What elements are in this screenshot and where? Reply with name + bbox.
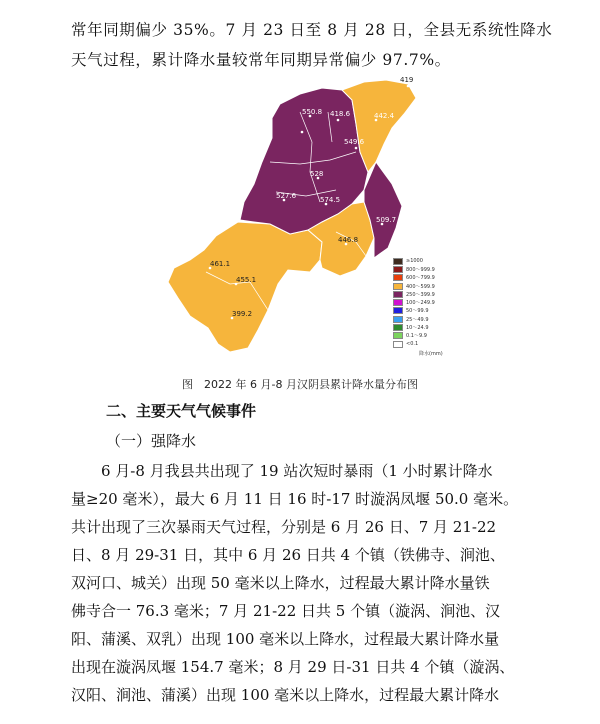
map-label: 549.6 bbox=[344, 138, 365, 146]
legend-swatch bbox=[393, 258, 403, 265]
body-line: 出现在漩涡凤堰 154.7 毫米；8 月 29 日-31 日共 4 个镇（漩涡、 bbox=[71, 658, 515, 676]
legend-item: 0.1～9.9 bbox=[393, 332, 443, 340]
figure-caption: 图 2022 年 6 月-8 月汉阴县累计降水量分布图 bbox=[182, 378, 418, 391]
legend-item: 100～249.9 bbox=[393, 298, 443, 306]
map-label: 446.8 bbox=[338, 236, 359, 244]
legend-swatch bbox=[393, 341, 403, 348]
section-heading: 二、主要天气气候事件 bbox=[106, 402, 257, 420]
legend-swatch bbox=[393, 283, 403, 290]
legend-item: 800～999.9 bbox=[393, 265, 443, 273]
map-label: 574.5 bbox=[320, 196, 341, 204]
body-line: 共计出现了三次暴雨天气过程，分别是 6 月 26 日、7 月 21-22 bbox=[71, 518, 497, 536]
body-line: 阳、蒲溪、双乳）出现 100 毫米以上降水，过程最大累计降水量 bbox=[71, 630, 500, 648]
map-label: 418.6 bbox=[330, 110, 351, 118]
legend-swatch bbox=[393, 307, 403, 314]
intro-line-2: 天气过程，累计降水量较常年同期异常偏少 97.7%。 bbox=[71, 51, 451, 69]
legend-swatch bbox=[393, 291, 403, 298]
intro-line-1: 常年同期偏少 35%。7 月 23 日至 8 月 28 日，全县无系统性降水 bbox=[71, 21, 553, 39]
legend-swatch bbox=[393, 274, 403, 281]
body-line: 双河口、城关）出现 50 毫米以上降水，过程最大累计降水量铁 bbox=[71, 574, 490, 592]
legend-swatch bbox=[393, 332, 403, 339]
map-label: 528 bbox=[310, 170, 324, 178]
legend-swatch bbox=[393, 266, 403, 273]
map-label: 399.2 bbox=[232, 310, 253, 318]
legend-swatch bbox=[393, 299, 403, 306]
legend-item: <0.1 bbox=[393, 340, 443, 348]
legend-item: 10～24.9 bbox=[393, 323, 443, 331]
map-label: 509.7 bbox=[376, 216, 397, 224]
legend-item: 400～599.9 bbox=[393, 282, 443, 290]
body-line: 佛寺合一 76.3 毫米；7 月 21-22 日共 5 个镇（漩涡、涧池、汉 bbox=[71, 602, 501, 620]
map-label: 455.1 bbox=[236, 276, 257, 284]
legend-item: 25～49.9 bbox=[393, 315, 443, 323]
map-label: 527.6 bbox=[276, 192, 297, 200]
map-label: 419 bbox=[400, 76, 414, 84]
map-label: 461.1 bbox=[210, 260, 231, 268]
map-label: 550.8 bbox=[302, 108, 323, 116]
legend-item: ≥1000 bbox=[393, 257, 443, 265]
body-line: 6 月-8 月我县共出现了 19 站次短时暴雨（1 小时累计降水 bbox=[71, 462, 493, 480]
map-legend bbox=[393, 257, 443, 357]
subsection-heading: （一）强降水 bbox=[106, 432, 197, 450]
legend-swatch bbox=[393, 324, 403, 331]
map-label: 442.4 bbox=[374, 112, 395, 120]
legend-swatch bbox=[393, 316, 403, 323]
legend-unit: 降水(mm) bbox=[419, 351, 443, 358]
legend-item: 250～399.9 bbox=[393, 290, 443, 298]
body-line: 量≥20 毫米），最大 6 月 11 日 16 时-17 时漩涡凤堰 50.0 毫米。 bbox=[71, 490, 519, 508]
body-line: 汉阳、涧池、蒲溪）出现 100 毫米以上降水，过程最大累计降水 bbox=[71, 686, 500, 704]
legend-item: 600～799.9 bbox=[393, 274, 443, 282]
body-line: 日、8 月 29-31 日，其中 6 月 26 日共 4 个镇（铁佛寺、涧池、 bbox=[71, 546, 505, 564]
legend-item: 50～99.9 bbox=[393, 307, 443, 315]
map-region-southwest bbox=[168, 222, 322, 352]
